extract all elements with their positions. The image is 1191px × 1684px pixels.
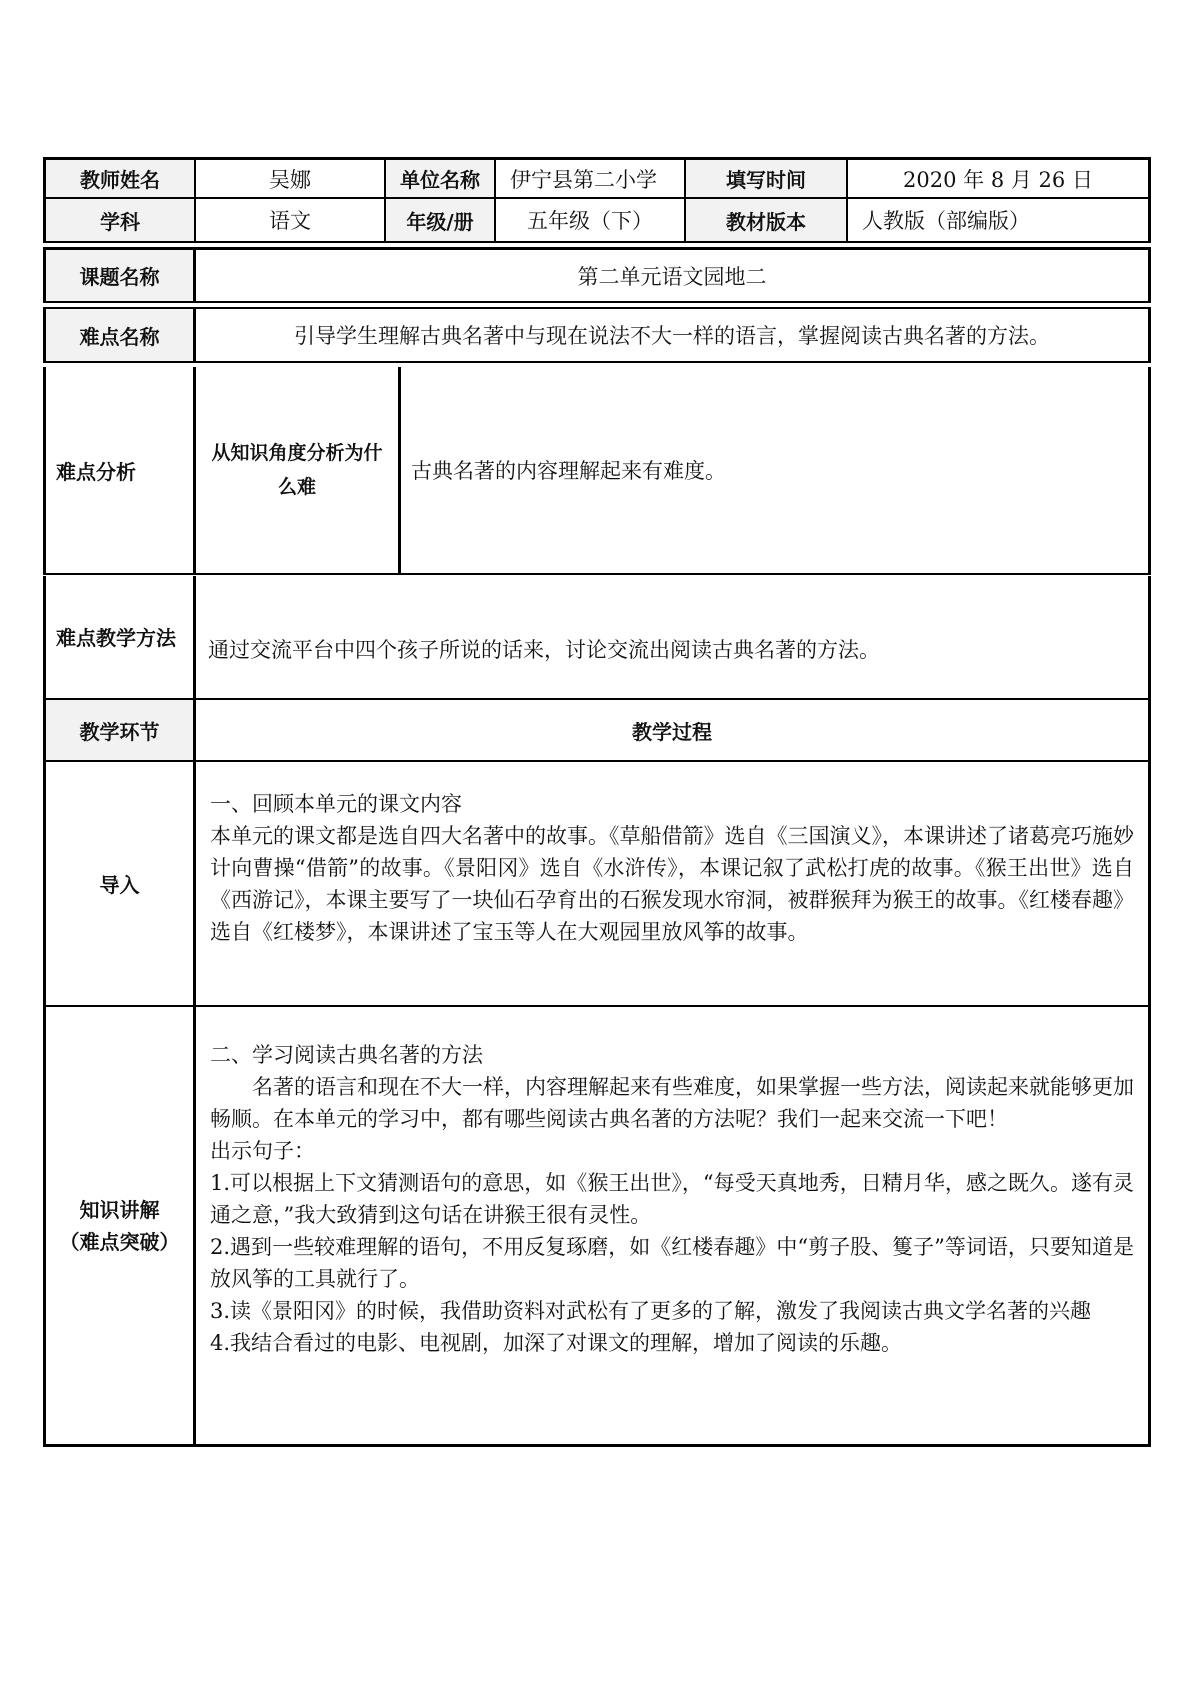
analysis-value: 古典名著的内容理解起来有难度。 <box>411 459 726 483</box>
knowledge-row <box>43 1007 1151 1447</box>
analysis-row <box>43 367 1151 575</box>
knowledge-content <box>196 1007 1148 1444</box>
intro-body: 本单元的课文都是选自四大名著中的故事。《草船借箭》选自《三国演义》，本课讲述了诸葛亮巧施妙计向曹操“借箭”的故事。《景阳冈》选自《水浒传》，本课记叙了武松打虎的故事。《猴王出世》选自《西游记》，本课主要写了一块仙石孕育出的石猴发现水帘洞，被群猴拜为猴王的故事。《红楼春趣》选自《红楼梦》，本课讲述了宝玉等人在大观园里放风筝的故事。 <box>210 824 1134 944</box>
teacher-value: 吴娜 <box>196 160 386 197</box>
knowledge-heading: 二、学习阅读古典名著的方法 <box>210 1043 483 1067</box>
knowledge-label-line1: 知识讲解 <box>79 1197 160 1222</box>
intro-row <box>43 762 1151 1007</box>
topic-label: 课题名称 <box>46 250 196 301</box>
stage-header: 教学环节 <box>46 700 196 760</box>
intro-content <box>196 762 1148 1005</box>
knowledge-item: 2.遇到一些较难理解的语句，不用反复琢磨，如《红楼春趣》中“剪子股、篗子”等词语，只要知道是放风筝的工具就行了。 <box>210 1235 1134 1291</box>
intro-label: 导入 <box>46 762 196 1005</box>
grade-label: 年级/册 <box>386 199 496 241</box>
intro-heading: 一、回顾本单元的课文内容 <box>210 792 462 816</box>
knowledge-label <box>46 1007 196 1444</box>
date-value: 2020 年 8 月 26 日 <box>903 167 1093 192</box>
teacher-label: 教师姓名 <box>46 160 196 197</box>
difficulty-value: 引导学生理解古典名著中与现在说法不大一样的语言，掌握阅读古典名著的方法。 <box>294 324 1050 348</box>
knowledge-item: 4.我结合看过的电影、电视剧，加深了对课文的理解，增加了阅读的乐趣。 <box>210 1331 903 1355</box>
edition-label: 教材版本 <box>686 199 848 241</box>
date-label: 填写时间 <box>686 160 848 197</box>
edition-value: 人教版（部编版） <box>862 209 1030 233</box>
knowledge-item: 1.可以根据上下文猜测语句的意思，如《猴王出世》，“每受天真地秀，日精月华，感之既久。遂有灵通之意，”我大致猜到这句话在讲猴王很有灵性。 <box>210 1171 1134 1227</box>
header-row-1 <box>43 157 1151 199</box>
method-row <box>43 576 1151 700</box>
difficulty-row <box>43 307 1151 363</box>
knowledge-label-line2: （难点突破） <box>59 1229 180 1254</box>
subject-value: 语文 <box>196 199 386 241</box>
knowledge-intro: 名著的语言和现在不大一样，内容理解起来有些难度，如果掌握一些方法，阅读起来就能够更加畅顺。在本单元的学习中，都有哪些阅读古典名著的方法呢？我们一起来交流一下吧！ <box>210 1075 1134 1131</box>
header-row-2 <box>43 199 1151 243</box>
topic-row <box>43 247 1151 303</box>
analysis-sub-label: 从知识角度分析为什么难 <box>196 367 401 573</box>
method-value: 通过交流平台中四个孩子所说的话来，讨论交流出阅读古典名著的方法。 <box>208 638 880 662</box>
method-label: 难点教学方法 <box>46 576 196 698</box>
unit-value: 伊宁县第二小学 <box>496 160 686 197</box>
topic-value: 第二单元语文园地二 <box>577 264 767 289</box>
subject-label: 学科 <box>46 199 196 241</box>
difficulty-label: 难点名称 <box>46 309 196 361</box>
unit-label: 单位名称 <box>386 160 496 197</box>
analysis-label: 难点分析 <box>46 367 196 573</box>
knowledge-item: 3.读《景阳冈》的时候，我借助资料对武松有了更多的了解，激发了我阅读古典文学名著的兴趣 <box>210 1299 1092 1323</box>
process-header: 教学过程 <box>632 719 712 744</box>
knowledge-show: 出示句子： <box>210 1139 315 1163</box>
process-header-row <box>43 700 1151 762</box>
grade-value: 五年级（下） <box>496 199 686 241</box>
lesson-plan-table <box>43 157 1151 1447</box>
